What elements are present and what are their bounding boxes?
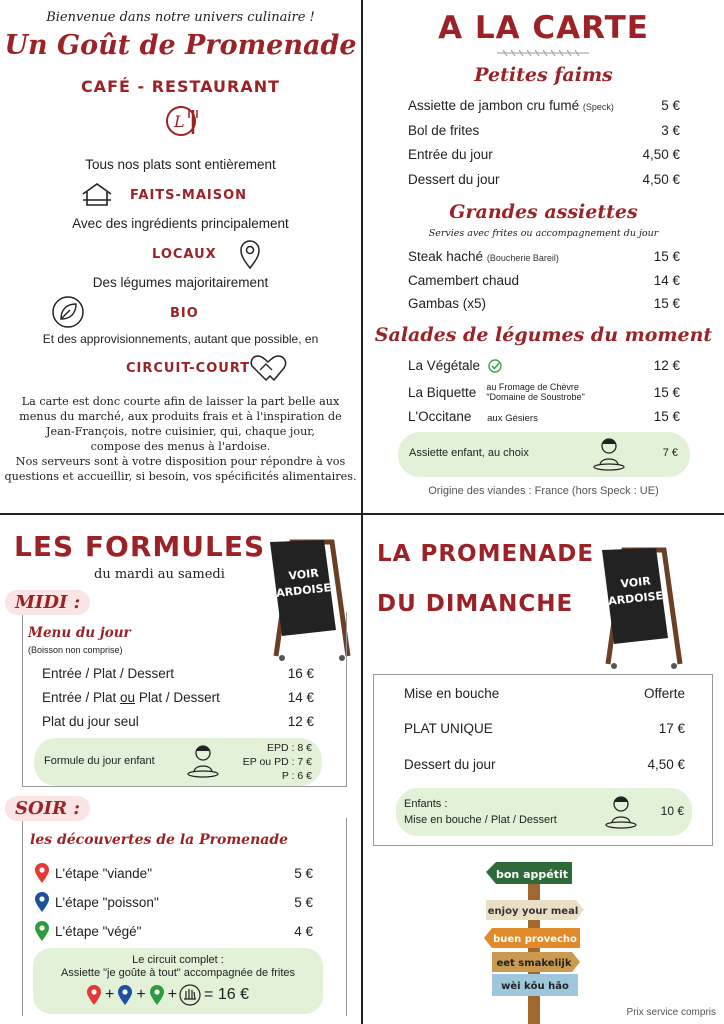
menu-item: Entrée du jour 4,50 €	[408, 147, 680, 162]
salades-heading: Salades de légumes du moment	[374, 324, 713, 346]
dimanche-kids-box: Enfants : Mise en bouche / Plat / Dessert 10 €	[396, 788, 692, 836]
decorative-divider	[495, 48, 591, 58]
red-pin-icon	[85, 984, 103, 1006]
horizontal-divider	[0, 513, 724, 515]
keyword-locaux: LOCAUX	[152, 247, 217, 262]
location-pin-icon	[238, 238, 266, 272]
signpost	[482, 858, 590, 1024]
carte-title: A LA CARTE	[438, 10, 649, 46]
grandes-subtitle: Servies avec frites ou accompagnement du jour	[428, 228, 659, 239]
dimanche-item: PLAT UNIQUE 17 €	[404, 721, 685, 736]
vegetarian-icon	[488, 359, 502, 373]
restaurant-type: CAFÉ - RESTAURANT	[80, 77, 281, 96]
welcome-text: Bienvenue dans notre univers culinaire !	[46, 10, 315, 25]
sign-text: eet smakelijk	[496, 958, 572, 969]
keyword-circuit-court: CIRCUIT-COURT	[126, 361, 251, 376]
dimanche-item: Dessert du jour 4,50 €	[404, 757, 685, 772]
menu-item: Bol de frites 3 €	[408, 123, 680, 138]
chalkboard-text-1: VOIR	[619, 574, 652, 591]
chalkboard-text-2: ARDOISE	[607, 589, 664, 608]
grandes-assiettes-heading: Grandes assiettes	[449, 201, 638, 223]
menu-item: Steak haché (Boucherie Bareil) 15 €	[408, 249, 680, 264]
sign-text: wèi kǒu hǎo	[501, 981, 569, 992]
sign-text: enjoy your meal	[487, 906, 579, 917]
keyword-faits-maison: FAITS-MAISON	[130, 188, 248, 203]
formules-title: LES FORMULES	[14, 530, 266, 563]
intro-line-4: Et des approvisionnements, autant que possible, en	[42, 332, 319, 346]
child-eating-icon	[184, 742, 224, 780]
restaurant-name: Un Goût de Promenade	[4, 30, 357, 61]
chalkboard-text-1: VOIR	[287, 566, 320, 583]
meat-origin-note: Origine des viandes : France (hors Speck : UE)	[428, 485, 659, 497]
formules-subtitle: du mardi au samedi	[94, 567, 225, 582]
handshake-icon	[248, 352, 288, 384]
intro-paragraph: La carte est donc courte afin de laisser la part belle aux menus du marché, aux produits frais et à l'inspiration de Jean-François, notre cuisinier, qui, chaque jour, compose des menus à l'ardoise. Nos serveurs sont à votre disposition pour répondre à vos questions et accueillir, si besoin, vos spécificités alimentaires.	[4, 395, 357, 483]
menu-item: Gambas (x5) 15 €	[408, 296, 680, 311]
house-icon	[80, 181, 114, 207]
green-pin-icon	[33, 920, 51, 942]
formule-item: Entrée / Plat ou Plat / Dessert 14 €	[42, 690, 314, 705]
petites-faims-heading: Petites faims	[474, 64, 613, 86]
logo-fork-icon	[162, 104, 204, 138]
etape-item: L'étape "poisson" 5 €	[33, 891, 313, 913]
circuit-formula: + + + = 16 €	[85, 984, 249, 1006]
svg-text:L: L	[174, 112, 185, 131]
dimanche-title-1: LA PROMENADE	[377, 541, 595, 567]
chalkboard-sign	[594, 544, 686, 672]
drink-note: (Boisson non comprise)	[28, 645, 123, 655]
menu-item: Assiette de jambon cru fumé (Speck) 5 €	[408, 98, 680, 113]
fries-icon	[179, 984, 201, 1006]
menu-item: La Biquette au Fromage de Chèvre "Domaine de Soustrobe" 15 €	[408, 382, 680, 402]
keyword-bio: BIO	[170, 306, 199, 321]
vertical-divider	[361, 0, 363, 1024]
decouvertes-heading: les découvertes de la Promenade	[30, 832, 289, 848]
menu-item: Camembert chaud 14 €	[408, 273, 680, 288]
green-pin-icon	[148, 984, 166, 1006]
red-pin-icon	[33, 862, 51, 884]
menu-item: La Végétale 12 €	[408, 358, 680, 374]
leaf-icon	[50, 294, 86, 330]
chalkboard-text-2: ARDOISE	[275, 581, 332, 600]
dimanche-title-2: DU DIMANCHE	[377, 591, 574, 617]
soir-badge: SOIR :	[5, 796, 90, 821]
child-eating-icon	[602, 793, 642, 831]
kids-formule-box: Formule du jour enfant EPD : 8 € EP ou PD : 7 € P : 6 €	[34, 738, 322, 786]
menu-item: Dessert du jour 4,50 €	[408, 172, 680, 187]
child-eating-icon	[590, 435, 630, 473]
blue-pin-icon	[33, 891, 51, 913]
sign-text: bon appétit	[495, 868, 569, 881]
midi-badge: MIDI :	[5, 590, 90, 615]
kids-plate-box: Assiette enfant, au choix 7 €	[398, 432, 690, 477]
menu-item: L'Occitane aux Gésiers 15 €	[408, 409, 680, 424]
etape-item: L'étape "végé" 4 €	[33, 920, 313, 942]
sign-text: buen provecho	[493, 934, 577, 945]
intro-line-3: Des légumes majoritairement	[92, 275, 269, 290]
footer-note: Prix service compris	[626, 1007, 716, 1018]
formule-item: Entrée / Plat / Dessert 16 €	[42, 666, 314, 681]
circuit-complet-box: Le circuit complet : Assiette "je goûte à tout" accompagnée de frites + + + = 16 €	[33, 948, 323, 1014]
blue-pin-icon	[116, 984, 134, 1006]
dimanche-item: Mise en bouche Offerte	[404, 686, 685, 701]
menu-du-jour-heading: Menu du jour	[28, 625, 131, 641]
intro-line-2: Avec des ingrédients principalement	[72, 216, 289, 231]
etape-item: L'étape "viande" 5 €	[33, 862, 313, 884]
intro-line-1: Tous nos plats sont entièrement	[85, 157, 276, 172]
formule-item: Plat du jour seul 12 €	[42, 714, 314, 729]
